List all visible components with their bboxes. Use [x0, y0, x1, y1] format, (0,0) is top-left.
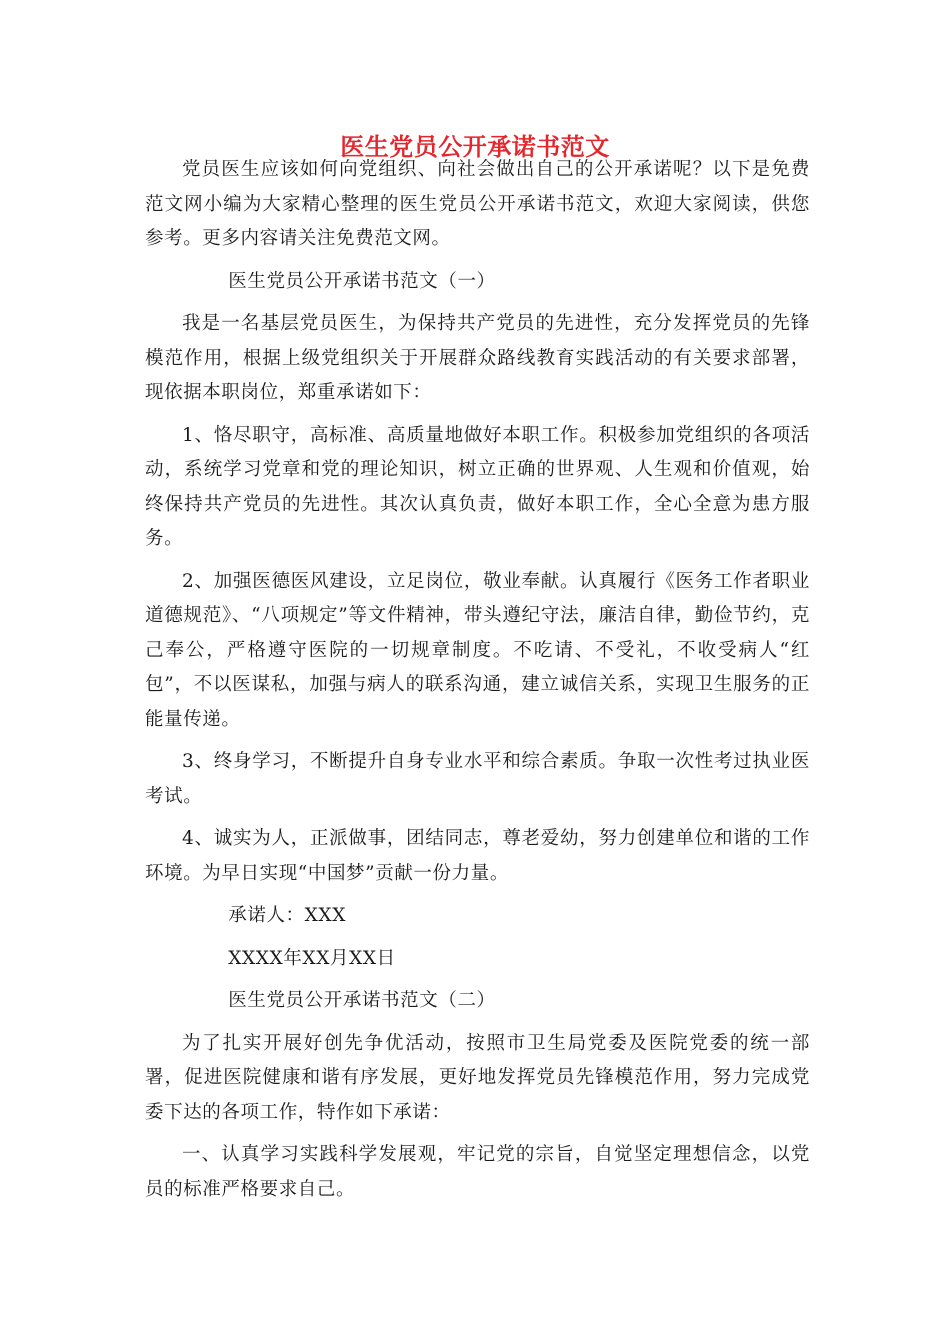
section-1-item-2: 2、加强医德医风建设，立足岗位，敬业奉献。认真履行《医务工作者职业道德规范》、“八项规定”等文件精神，带头遵纪守法，廉洁自律，勤俭节约，克己奉公，严格遵守医院的一切规章制度。不吃请、不受礼，不收受病人“红包”，不以医谋私，加强与病人的联系沟通，建立诚信关系，实现卫生服务的正能量传递。 — [145, 570, 810, 730]
document-body — [145, 153, 810, 1207]
section-1-opening: 我是一名基层党员医生，为保持共产党员的先进性，充分发挥党员的先锋模范作用，根据上级党组织关于开展群众路线教育实践活动的有关要求部署，现依据本职岗位，郑重承诺如下： — [145, 313, 810, 403]
date-line: XXXX年XX月XX日 — [228, 947, 396, 969]
signer-line: 承诺人：XXX — [228, 905, 346, 926]
intro-paragraph: 党员医生应该如何向党组织、向社会做出自己的公开承诺呢？以下是免费范文网小编为大家精心整理的医生党员公开承诺书范文，欢迎大家阅读，供您参考。更多内容请关注免费范文网。 — [145, 159, 810, 249]
section-1-item-1: 1、恪尽职守，高标准、高质量地做好本职工作。积极参加党组织的各项活动，系统学习党章和党的理论知识，树立正确的世界观、人生观和价值观，始终保持共产党员的先进性。其次认真负责，做好本职工作，全心全意为患方服务。 — [145, 424, 810, 549]
section-1-item-4: 4、诚实为人，正派做事，团结同志，尊老爱幼，努力创建单位和谐的工作环境。为早日实现“中国梦”贡献一份力量。 — [145, 828, 810, 884]
section-2-opening: 为了扎实开展好创先争优活动，按照市卫生局党委及医院党委的统一部署，促进医院健康和谐有序发展，更好地发挥党员先锋模范作用，努力完成党委下达的各项工作，特作如下承诺： — [145, 1032, 810, 1123]
section-2-heading: 医生党员公开承诺书范文（二） — [228, 990, 496, 1011]
document-title: 医生党员公开承诺书范文 — [340, 133, 610, 162]
section-1-heading: 医生党员公开承诺书范文（一） — [228, 270, 496, 292]
section-1-item-3: 3、终身学习，不断提升自身专业水平和综合素质。争取一次性考过执业医考试。 — [145, 751, 810, 807]
section-2-item-1: 一、认真学习实践科学发展观，牢记党的宗旨，自觉坚定理想信念，以党员的标准严格要求自己。 — [145, 1144, 810, 1200]
